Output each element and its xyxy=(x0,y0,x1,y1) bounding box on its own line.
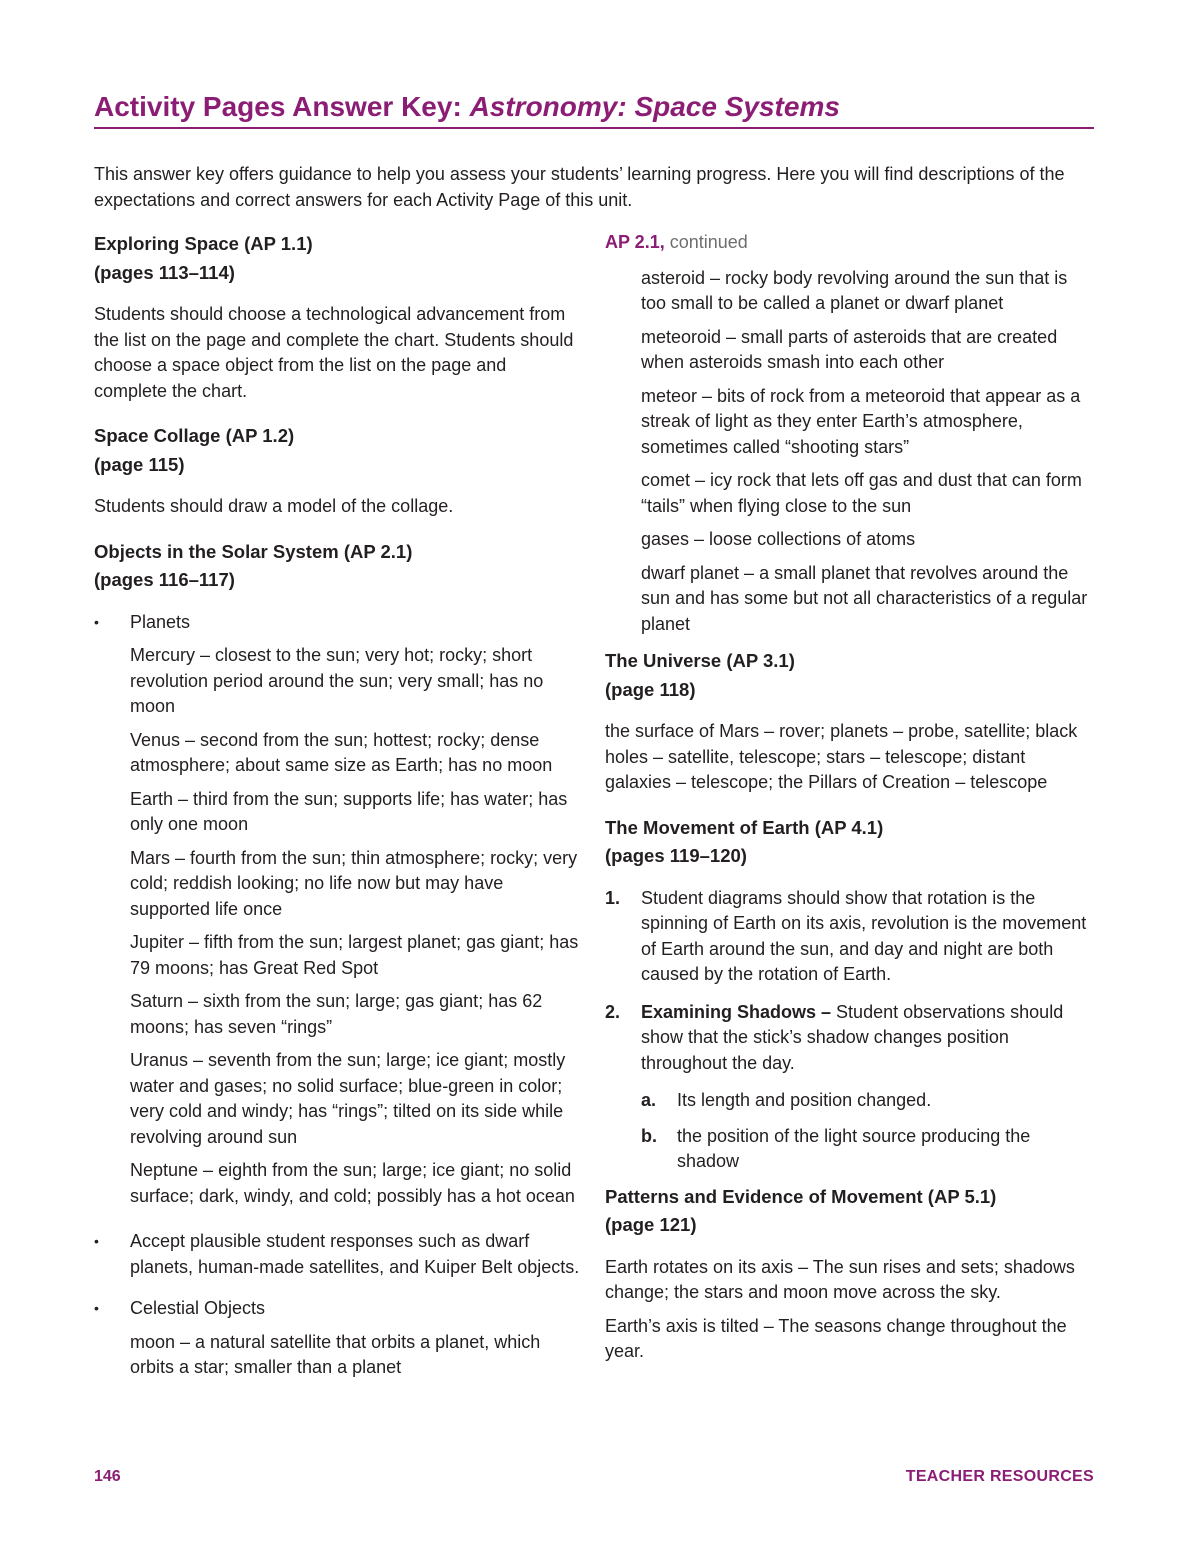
paragraph: Students should choose a technological advancement from the list on the page and complete the chart. Students should choose a space object from the list on the page and complete the chart. xyxy=(94,304,574,401)
paragraph: Students should draw a model of the collage. xyxy=(94,496,454,516)
paragraph: Earth’s axis is tilted – The seasons change throughout the year. xyxy=(605,1315,1067,1361)
section-heading-solar-system: Objects in the Solar System (AP 2.1) (pages 116–117) xyxy=(94,540,413,590)
title-main: Activity Pages Answer Key: xyxy=(94,91,470,122)
lettered-item-b: b. the position of the light source producing the shadow xyxy=(641,1125,1031,1171)
planet-item: Jupiter – fifth from the sun; largest planet; gas giant; has 79 moons; has Great Red Spot xyxy=(130,932,579,978)
planet-item: Mercury – closest to the sun; very hot; rocky; short revolution period around the sun; very small; has no moon xyxy=(130,645,544,716)
lettered-item-a: a. Its length and position changed. xyxy=(641,1090,932,1110)
planet-item: Mars – fourth from the sun; thin atmosphere; rocky; very cold; reddish looking; no life now but may have supported life once xyxy=(130,847,578,919)
section-heading-exploring-space: Exploring Space (AP 1.1) (pages 113–114) xyxy=(94,233,313,283)
section-heading-space-collage: Space Collage (AP 1.2) (page 115) xyxy=(94,425,295,475)
bullet-icon xyxy=(94,610,114,636)
page-number: 146 xyxy=(94,1468,121,1485)
bullet-item-celestial: • Celestial Objects xyxy=(94,1296,584,1322)
paragraph: Earth rotates on its axis – The sun rises and sets; shadows change; the stars and moon move across the sky. xyxy=(605,1256,1075,1302)
right-column xyxy=(605,230,1095,1373)
numbered-item-1: 1. Student diagrams should show that rotation is the spinning of Earth on its axis, revolution is the movement of Earth around the sun, and day and night are both caused by the rotation of Earth. xyxy=(605,887,1087,984)
celestial-item: comet – icy rock that lets off gas and dust that can form “tails” when flying close to the sun xyxy=(641,470,1082,516)
section-heading-movement: The Movement of Earth (AP 4.1) (pages 119–120) xyxy=(605,816,884,866)
celestial-item: asteroid – rocky body revolving around the sun that is too small to be called a planet or dwarf planet xyxy=(641,267,1068,313)
bullet-item-plausible: • Accept plausible student responses such as dwarf planets, human-made satellites, and Kuiper Belt objects. xyxy=(94,1229,584,1280)
celestial-item: meteoroid – small parts of asteroids that are created when asteroids smash into each other xyxy=(641,326,1058,372)
planet-item: Neptune – eighth from the sun; large; ice giant; no solid surface; dark, windy, and cold; possibly has a hot ocean xyxy=(130,1160,575,1206)
title-italic: Astronomy: Space Systems xyxy=(469,91,840,122)
planet-item: Uranus – seventh from the sun; large; ice giant; mostly water and gases; no solid surface; blue-green in color; very cold and windy; has “rings”; tilted on its side while revolving around sun xyxy=(130,1050,566,1147)
bullet-item-planets: • Planets xyxy=(94,610,584,636)
celestial-item: meteor – bits of rock from a meteoroid that appear as a streak of light as they enter Earth’s atmosphere, sometimes called “shooting stars” xyxy=(641,385,1081,457)
planet-item: Earth – third from the sun; supports life; has water; has only one moon xyxy=(130,788,568,834)
numbered-item-2: 2. Examining Shadows – Student observations should show that the stick’s shadow changes position throughout the day. xyxy=(605,1001,1064,1073)
section-heading-patterns: Patterns and Evidence of Movement (AP 5.1) (page 121) xyxy=(605,1185,997,1235)
title-rule xyxy=(94,127,1094,129)
intro-paragraph: This answer key offers guidance to help you assess your students’ learning progress. Here you will find descriptions of the expectations and correct answers for each Activity Page of this unit. xyxy=(94,164,1065,210)
paragraph: the surface of Mars – rover; planets – probe, satellite; black holes – satellite, telescope; stars – telescope; distant galaxies – telescope; the Pillars of Creation – telescope xyxy=(605,721,1078,792)
bullet-icon xyxy=(94,1296,114,1322)
bullet-icon xyxy=(94,1229,114,1255)
left-column xyxy=(94,230,584,1389)
celestial-item: gases – loose collections of atoms xyxy=(641,529,916,549)
planet-item: Venus – second from the sun; hottest; rocky; dense atmosphere; about same size as Earth; has no moon xyxy=(130,729,553,775)
page-title xyxy=(94,88,1094,126)
planet-item: Saturn – sixth from the sun; large; gas giant; has 62 moons; has seven “rings” xyxy=(130,991,543,1037)
section-heading-universe: The Universe (AP 3.1) (page 118) xyxy=(605,650,795,700)
celestial-item: moon – a natural satellite that orbits a planet, which orbits a star; smaller than a planet xyxy=(130,1331,541,1377)
footer-section-label: TEACHER RESOURCES xyxy=(905,1468,1094,1485)
celestial-item: dwarf planet – a small planet that revolves around the sun and has some but not all characteristics of a regular planet xyxy=(641,562,1088,634)
continued-label: AP 2.1, continued xyxy=(605,232,748,252)
